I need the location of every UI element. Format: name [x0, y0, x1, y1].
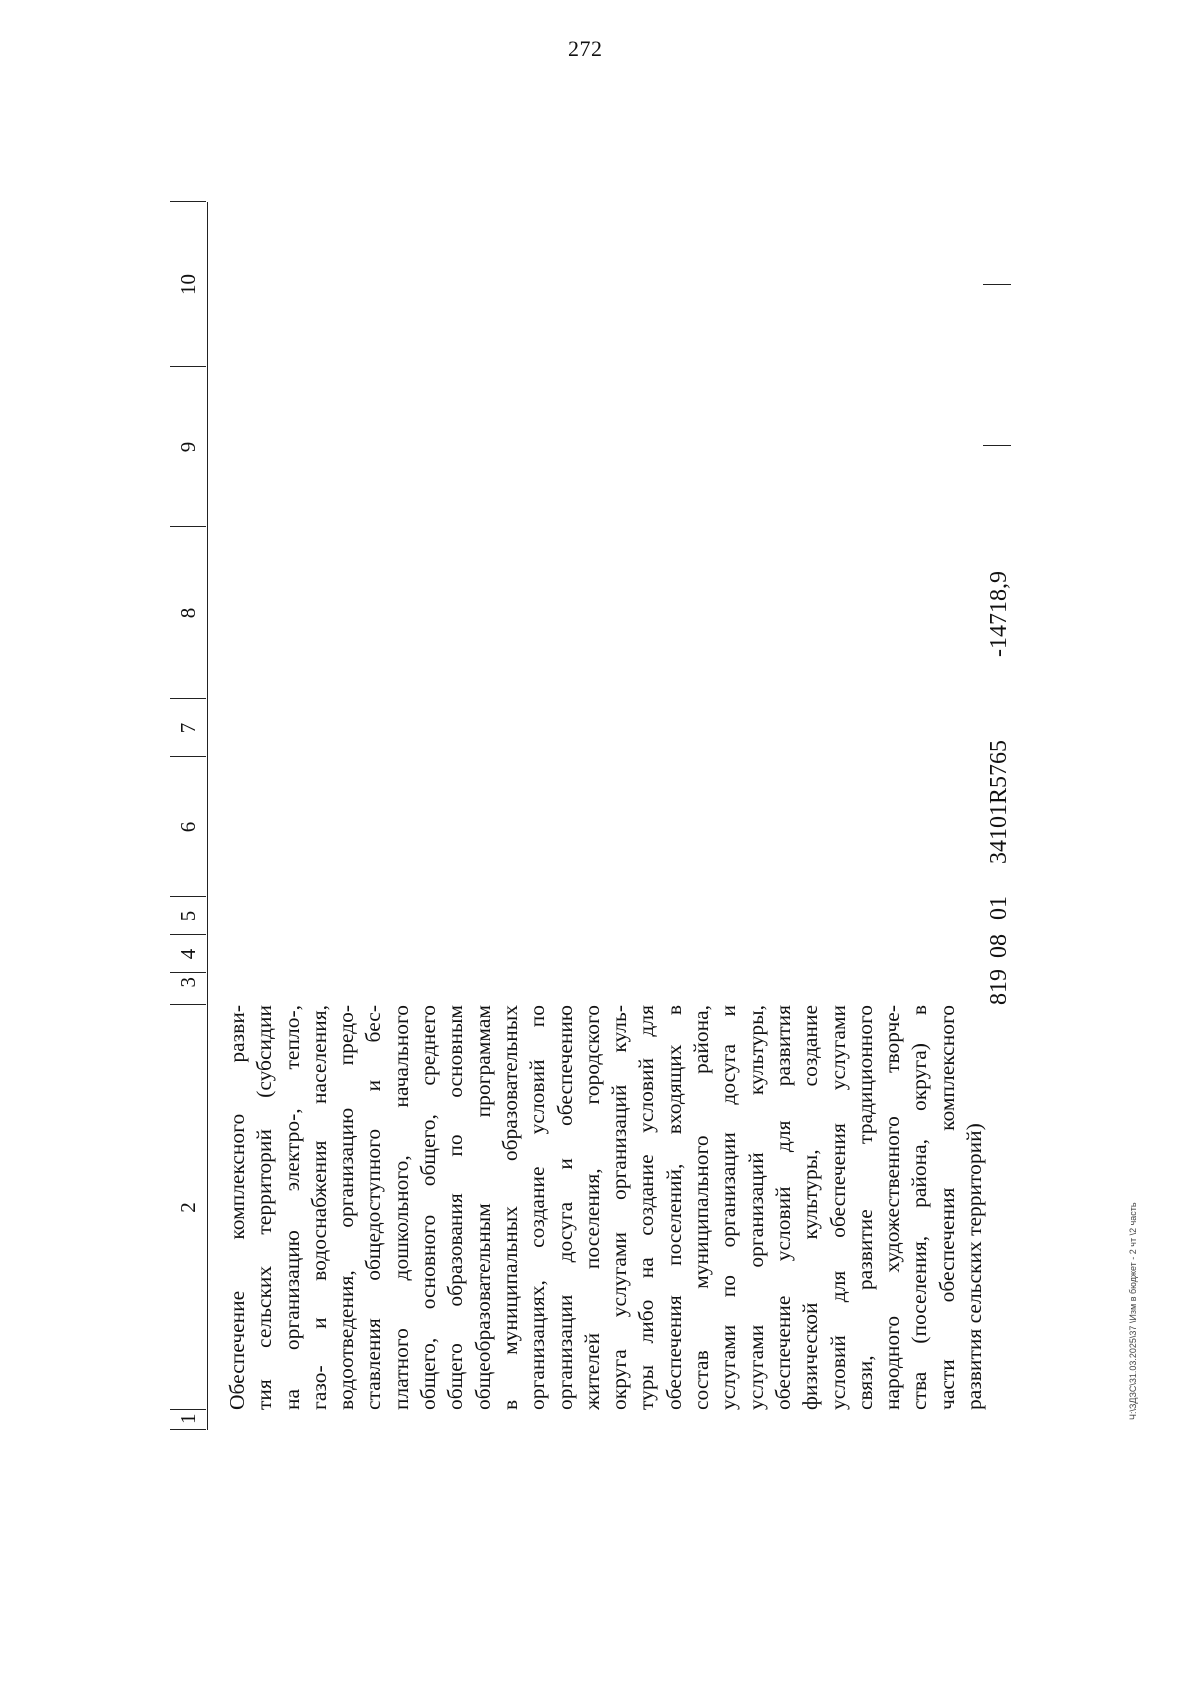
description-line: организации досуга и обеспечению: [552, 1005, 577, 1410]
description-line: развития сельских территорий): [962, 1123, 987, 1410]
description-line: состав муниципального района,: [689, 1005, 714, 1410]
description-line: ставления общедоступного и бес-: [361, 1005, 386, 1410]
header-col-5: 5: [170, 897, 206, 935]
description-line: условий для обеспечения услугами: [825, 1005, 850, 1410]
header-col-6: 6: [170, 757, 206, 897]
footer-file-stamp: Ч:\ЗДЗС\31.03.2025\37 \Изм в бюджет - 2 чт \2 часть: [1128, 1202, 1138, 1420]
header-col-8: 8: [170, 527, 206, 699]
description-line: Обеспечение комплексного разви-: [225, 1005, 249, 1410]
header-col-7: 7: [170, 699, 206, 757]
description-line: на организацию электро-, тепло-,: [279, 1005, 304, 1410]
page-number: 272: [568, 36, 603, 61]
table-header-row: [170, 90, 210, 1450]
header-col-4: 4: [170, 935, 206, 973]
description-line: услугами организаций культуры,: [743, 1005, 768, 1410]
description-line: в муниципальных образовательных: [497, 1005, 522, 1410]
row-description: [224, 1005, 988, 1410]
cell-dash-10: [983, 284, 1011, 285]
description-line: тия сельских территорий (субсидии: [252, 1005, 277, 1410]
description-line: связи, развитие традиционного: [852, 1005, 877, 1410]
description-line: округа услугами организаций куль-: [607, 1005, 632, 1410]
description-line: обеспечение условий для развития: [770, 1005, 795, 1410]
description-line: платного дошкольного, начального: [388, 1005, 413, 1410]
cell-code-3: 819: [986, 969, 1012, 1005]
cell-code-5: 01: [986, 896, 1012, 920]
cell-code-6: 34101R5765: [986, 739, 1012, 864]
description-line: ства (поселения, района, округа) в: [907, 1005, 932, 1410]
description-line: организациях, создание условий по: [525, 1005, 550, 1410]
rotated-table-sheet: [150, 90, 1150, 1450]
header-col-2: 2: [170, 1005, 206, 1410]
header-col-3: 3: [170, 973, 206, 1005]
description-line: туры либо на создание условий для: [634, 1005, 659, 1410]
header-border-right: [170, 201, 206, 202]
description-line: общеобразовательным программам: [470, 1005, 495, 1410]
description-line: общего образования по основным: [443, 1005, 468, 1410]
header-col-9: 9: [170, 367, 206, 527]
description-line: газо- и водоснабжения населения,: [306, 1005, 331, 1410]
cell-dash-9: [983, 445, 1011, 446]
description-line: части обеспечения комплексного: [934, 1005, 959, 1410]
description-line: народного художественного творче-: [880, 1005, 905, 1410]
description-line: физической культуры, создание: [798, 1005, 823, 1410]
description-line: водоотведения, организацию предо-: [334, 1005, 359, 1410]
description-line: общего, основного общего, среднего: [416, 1005, 441, 1410]
header-col-10: 10: [170, 202, 206, 367]
cell-value-8: -14718,9: [986, 571, 1012, 657]
description-line: услугами по организации досуга и: [716, 1005, 741, 1410]
cell-code-4: 08: [986, 934, 1012, 958]
description-line: жителей поселения, городского: [579, 1005, 604, 1410]
description-line: обеспечения поселений, входящих в: [661, 1005, 686, 1410]
header-col-1: 1: [170, 1404, 206, 1430]
